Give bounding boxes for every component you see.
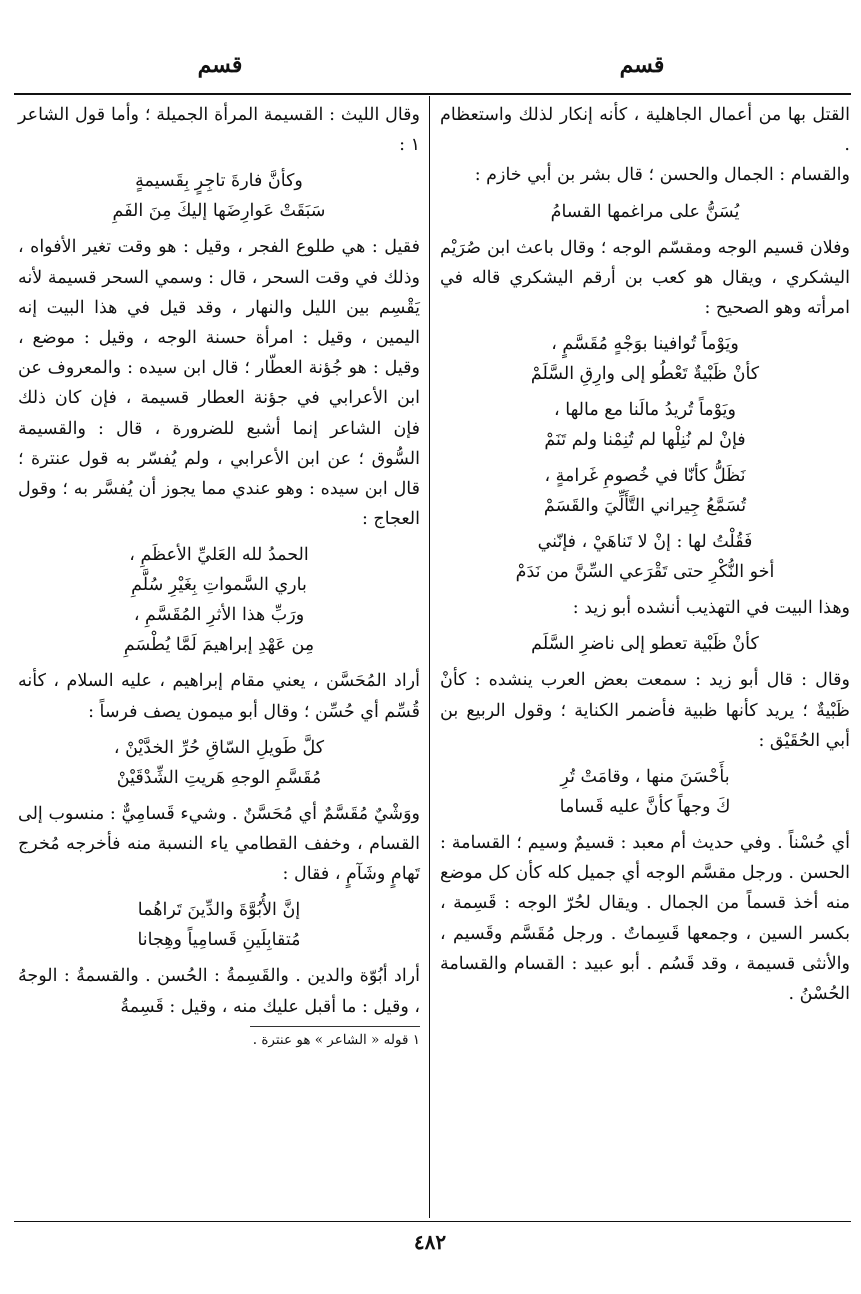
paragraph: وقال : قال أبو زيد : سمعت بعض العرب ينشده : كأنْ ظَبْيةٌ ؛ يريد كأنها ظبية فأضمر الكناية ؛ وقول الربيع بن أبي الحُقَيْق : — [440, 670, 850, 751]
verse-line: باري السَّمواتِ بِغَيْرِ سُلَّمِ — [131, 575, 307, 596]
header-rule — [14, 93, 851, 95]
column-divider — [429, 96, 430, 1218]
verse-line: ويَوْماً تُوافينا بوَجْهٍ مُقَسَّمٍ ، — [551, 334, 739, 355]
header-word-right: قسم — [619, 52, 665, 78]
paragraph: القتل بها من أعمال الجاهلية ، كأنه إنكار لذلك واستعظام . — [440, 105, 850, 156]
verse-line: فإنْ لم نُنِلْها لم تُنِمْنا ولم تَنَمْ — [544, 430, 746, 451]
footnote: ١ قوله « الشاعر » هو عنترة . — [252, 1031, 420, 1048]
verse-line: إنَّ الأُبُوَّةَ والدِّينَ تَراهُما — [137, 900, 301, 921]
verse-line: الحمدُ لله العَليِّ الأعظَمِ ، — [129, 545, 309, 566]
paragraph: والقسام : الجمال والحسن ؛ قال بشر بن أبي خازم : — [474, 165, 850, 186]
verse-line: كَ وجهاً كأنَّ عليه قَساما — [559, 797, 731, 818]
footer-rule — [14, 1221, 851, 1222]
verse-line: مُتقابِلَينِ قَسامِياً وهِجانا — [137, 930, 301, 951]
paragraph: وفلان قسيم الوجه ومقسّم الوجه ؛ وقال باعث ابن صُرَيْم اليشكري ، ويقال هو كعب بن أرقم اليشكري قاله في امرأته وهو الصحيح : — [440, 237, 850, 319]
header-word-left: قسم — [197, 52, 243, 78]
verse-line: أخو النُّكْرِ حتى تَقْرَعي السِّنَّ من نَدَمْ — [515, 562, 775, 583]
verse-line: مِن عَهْدِ إبراهيمَ لَمَّا يُطْسَمِ — [123, 635, 315, 656]
paragraph: أي حُسْناً . وفي حديث أم معبد : قسيمٌ وسيم ؛ القسامة : الحسن . ورجل مقسَّم الوجه أي جميل كله كأن كل موضع منه أخذ قسماً من الجمال . ويقال لحُرّ الوجه : قَسِمة ، بكسر السين ، وجمعها قَسِماتٌ . ورجل مُقَسَّم وقَسيم ، والأنثى قسيمة ، وقد قَسُم . أبو عبيد : القسام والقسامة الحُسْنُ . — [440, 833, 850, 1005]
verse-line: كأنْ ظَبْيةٌ تَعْطُو إلى وارِقِ السَّلَمْ — [530, 364, 760, 385]
verse-line: كلَّ طَويلِ السّاقِ حُرِّ الخدَّيْنْ ، — [113, 737, 325, 758]
verse-line: كأنْ ظَبْية تعطو إلى ناضرِ السَّلَم — [531, 634, 759, 655]
footnote-rule — [250, 1026, 420, 1027]
paragraph: وهذا البيت في التهذيب أنشده أبو زيد : — [572, 598, 850, 619]
page-number: ٤٨٢ — [413, 1230, 447, 1254]
paragraph: فقيل : هي طلوع الفجر ، وقيل : هو وقت تغير الأفواه ، وذلك في وقت السحر ، قال : وسمي السحر قسيمة لأنه يَقْسِم بين الليل والنهار ، وقد قيل في هذا البيت إنه اليمين ، وقيل : امرأة حسنة الوجه ، وقيل : موضع ، وقيل : هو جُؤنة العطّار ؛ قال ابن سيده : والمعروف عن ابن الأعرابي في جؤنة العطار قسيمة ، فإن كان ذلك فإن الشاعر إنما أشبع للضرورة ، قال : والقسيمة السُّوق ؛ عن ابن الأعرابي ، ولم يُفسّر به قول عنترة ؛ قال ابن سيده : وهو عندي مما يجوز أن يُفسَّر به ؛ وقول العجاج : — [18, 237, 420, 530]
verse-line: ويَوْماً تُريدُ مالَنا مع مالها ، — [554, 400, 736, 421]
verse-line: ورَبِّ هذا الأثرِ المُقَسَّمِ ، — [133, 605, 305, 626]
verse-line: سَبَقَتْ عَوارِضَها إليكَ مِنَ الفَمِ — [112, 201, 326, 222]
verse-line: يُسَنُّ على مراغمها القسامُ — [550, 201, 740, 222]
verse-line: مُقَسَّمِ الوجهِ هَريتِ الشِّدْقَيْنْ — [116, 767, 322, 788]
left-column — [18, 100, 420, 1051]
verse-line: وكأنَّ فارةَ تاجِرٍ بِقَسيمةٍ — [135, 171, 303, 192]
paragraph: أراد المُحَسَّن ، يعني مقام إبراهيم ، عليه السلام ، كأنه قُسِّم أي حُسِّن ؛ وقال أبو ميمون يصف فرساً : — [18, 671, 420, 722]
verse-line: فَقُلْتُ لها : إنْ لا تَناهَيْ ، فإنّني — [537, 532, 753, 553]
right-column — [440, 100, 850, 1009]
verse-line: نَظَلُّ كأنّا في خُصومِ غَرامةٍ ، — [544, 466, 746, 487]
paragraph: أراد أبُوّة والدين . والقَسِمةُ : الحُسن . والقسمةُ : الوجهُ ، وقيل : ما أقبل عليك منه ، وقيل : قَسِمةُ — [18, 966, 420, 1017]
paragraph: ووَشْيٌ مُقَسَّمٌ أي مُحَسَّنٌ . وشيء قَسامِيٌّ : منسوب إلى القسام ، وخفف القطامي ياء النسبة منه فأخرجه مُخرج تَهامٍ وشَآمٍ ، فقال : — [18, 803, 420, 885]
verse-line: تُسَمَّعُ جِيراني التَّأَلِّيَ والقَسَمْ — [543, 496, 747, 517]
verse-line: بأَحْسَنَ منها ، وقامَتْ تُرِ — [560, 767, 730, 788]
paragraph: وقال الليث : القسيمة المرأة الجميلة ؛ وأما قول الشاعر ١ : — [18, 105, 420, 156]
